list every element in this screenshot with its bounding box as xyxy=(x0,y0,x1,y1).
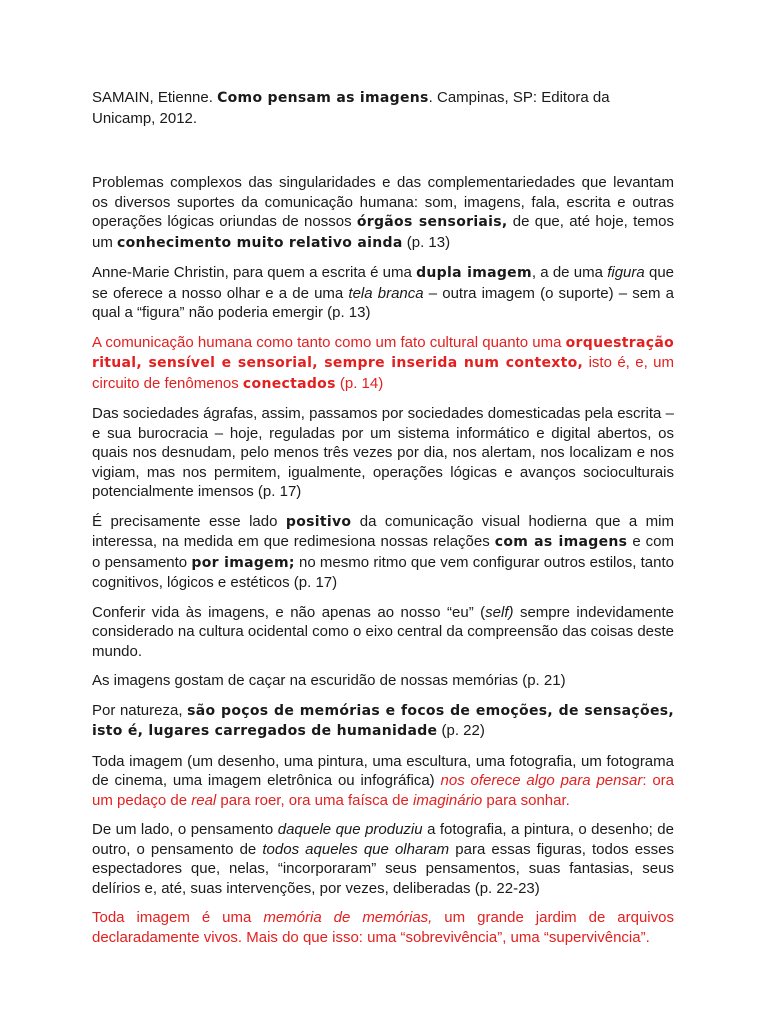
text-span: Das sociedades ágrafas, assim, passamos por sociedades domesticadas pela escrita – e sua burocracia – hoje, reguladas por um sistema informático e digital abertos, os quais nos desnudam, pelo menos três vezes por dia, nos alertam, nos localizam e nos vigiam, mas nos permitem, igualmente, operações lógicas e avanços socioculturais potencialmente imensos (p. 17) xyxy=(92,405,674,500)
text-span: e com o pensamento xyxy=(92,533,674,571)
text-span: para essas figuras, todos esses espectadores que, nelas, “incorporaram” seus pensamentos, suas fantasias, seus delírios e, até, suas intervenções, por vezes, deliberadas (p. 22-23) xyxy=(92,840,674,897)
italic-span: self) xyxy=(485,603,514,621)
italic-span: memória de memórias, xyxy=(263,909,433,926)
bold-span: dupla imagem xyxy=(416,265,532,281)
italic-span: imaginário xyxy=(413,791,483,809)
paragraph-3 xyxy=(92,333,674,395)
text-span: Toda imagem é uma xyxy=(92,909,264,926)
text-span: um grande jardim de arquivos declaradamente vivos. Mais do que isso: uma “sobrevivência”, uma “supervivência”. xyxy=(92,909,674,946)
paragraph-6 xyxy=(92,603,674,662)
bibliographic-reference xyxy=(92,88,674,128)
text-span: de que, até hoje, temos um xyxy=(92,213,674,251)
document-body xyxy=(92,88,674,957)
text-span: isto é, e, um circuito de fenômenos xyxy=(92,354,674,392)
text-span: Por natureza, xyxy=(92,701,188,719)
bold-span: com as imagens xyxy=(494,534,628,550)
italic-span: tela branca xyxy=(348,284,424,302)
italic-span: daquele que produziu xyxy=(277,821,423,838)
reference-publisher: . Campinas, SP: Editora da Unicamp, 2012. xyxy=(92,89,610,127)
bold-span: por imagem; xyxy=(191,554,295,571)
italic-span: nos oferece algo para pensar xyxy=(440,772,643,789)
text-span: (p. 14) xyxy=(335,374,384,392)
text-span: Anne-Marie Christin, para quem a escrita é uma xyxy=(92,264,417,281)
text-span: (p. 22) xyxy=(437,722,485,739)
paragraph-11 xyxy=(92,908,674,947)
paragraph-1 xyxy=(92,173,674,253)
text-span: Conferir vida às imagens, e não apenas ao nosso “eu” ( xyxy=(92,603,486,621)
italic-span: todos aqueles que olharam xyxy=(262,840,450,858)
paragraph-10 xyxy=(92,820,674,898)
paragraph-7 xyxy=(92,671,674,691)
text-span: a fotografia, a pintura, o desenho; de outro, o pensamento de xyxy=(92,821,674,858)
text-span: no mesmo ritmo que vem configurar outros estilos, tanto cognitivos, lógicos e estéticos (p. 17) xyxy=(92,553,674,591)
text-span: (p. 13) xyxy=(402,233,451,251)
text-span: – outra imagem (o suporte) – sem a qual a “figura” não poderia emergir (p. 13) xyxy=(92,284,675,321)
red-span: : ora um pedaço de xyxy=(92,772,675,809)
italic-span: figura xyxy=(607,264,645,281)
bold-span: são poços de memórias e focos de emoções, de sensações, isto é, lugares carregados de humanidade xyxy=(92,702,674,739)
text-span: , a de uma xyxy=(531,264,608,281)
text-span: que se oferece a nosso olhar e a de uma xyxy=(92,264,675,302)
paragraph-5 xyxy=(92,512,674,593)
bold-span: conectados xyxy=(242,375,336,392)
bold-span: órgãos sensoriais, xyxy=(356,214,508,230)
text-span: É precisamente esse lado xyxy=(92,512,286,530)
paragraph-9 xyxy=(92,752,674,811)
text-span: A comunicação humana como tanto como um fato cultural quanto uma xyxy=(92,333,566,351)
bold-span: orquestração ritual, sensível e sensorial, sempre inserida num contexto, xyxy=(92,334,674,371)
text-span: sempre indevidamente considerado na cultura ocidental como o eixo central da compreensão das coisas deste mundo. xyxy=(92,603,675,660)
italic-span: real xyxy=(191,791,217,809)
red-span: para sonhar. xyxy=(482,791,570,809)
reference-author: SAMAIN, Etienne. xyxy=(92,89,218,106)
text-span: da comunicação visual hodierna que a mim interessa, na medida em que redimesiona nossas relações xyxy=(92,512,674,550)
bold-span: positivo xyxy=(285,513,352,530)
paragraph-8 xyxy=(92,701,674,742)
paragraph-2 xyxy=(92,263,674,323)
reference-title: Como pensam as imagens xyxy=(217,90,429,106)
bold-span: conhecimento muito relativo ainda xyxy=(117,234,403,251)
red-span: para roer, ora uma faísca de xyxy=(216,791,414,809)
text-span: Toda imagem (um desenho, uma pintura, uma escultura, uma fotografia, um fotograma de cinema, uma imagem eletrônica ou infográfica) xyxy=(92,752,674,789)
text-span: Problemas complexos das singularidades e das complementariedades que levantam os diversos suportes da comunicação humana: som, imagens, fala, escrita e outras operações lógicas oriundas de nossos xyxy=(92,174,674,230)
text-span: As imagens gostam de caçar na escuridão de nossas memórias (p. 21) xyxy=(92,672,566,689)
text-span: De um lado, o pensamento xyxy=(92,821,278,838)
paragraph-4 xyxy=(92,404,674,502)
